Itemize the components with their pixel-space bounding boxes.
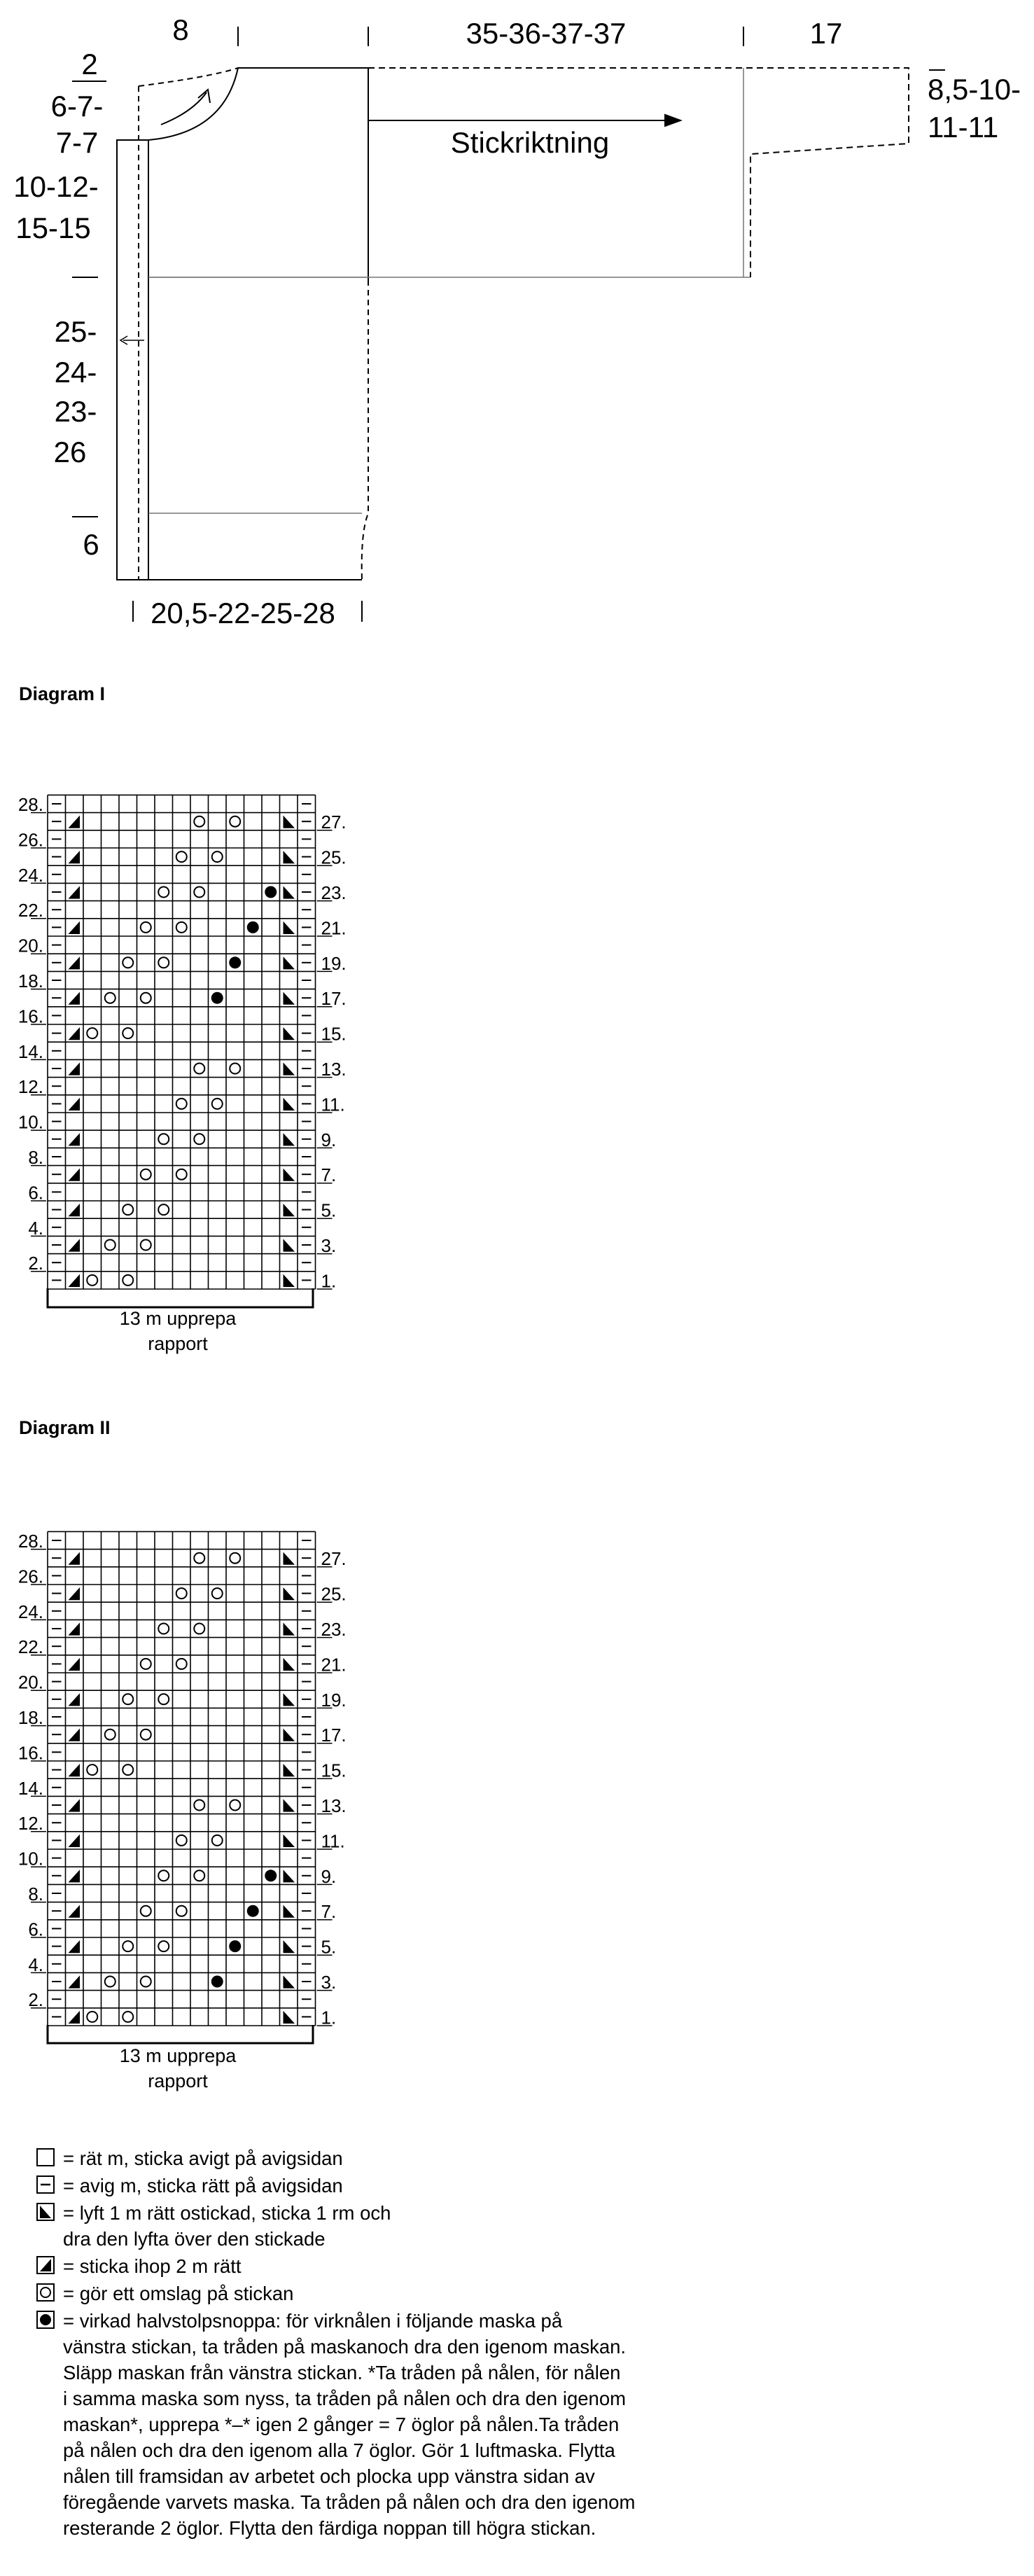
dimension-bottom: 20,5-22-25-28 [151,597,335,629]
k2tog-decrease-icon [69,1975,81,1988]
yarn-over-icon [87,1028,97,1038]
yarn-over-icon [194,1870,204,1881]
skp-decrease-icon [284,1098,295,1111]
k2tog-decrease-icon [69,2011,81,2024]
row-label-odd: 21. [321,1654,347,1676]
direction-arrowhead [665,115,680,126]
row-label-even: 28. [18,794,43,815]
row-label-even: 20. [18,1671,43,1693]
row-label-odd: 7. [321,1164,337,1186]
skp-decrease-icon [284,1729,295,1741]
yarn-over-icon [36,2283,55,2302]
repeat-caption-line2: rapport [148,2070,208,2091]
yarn-over-icon [158,1204,169,1215]
dimension-top-left: 8 [172,13,189,46]
row-label-odd: 5. [321,1936,337,1958]
yarn-over-icon [194,1134,204,1144]
yarn-over-icon [123,1204,133,1215]
row-label-even: 22. [18,1636,43,1658]
yarn-over-icon [176,1835,187,1846]
yarn-over-icon [230,1064,240,1074]
yarn-over-icon [176,1169,187,1180]
row-label-even: 18. [18,970,43,991]
direction-label: Stickriktning [450,126,610,159]
yarn-over-icon [158,1624,169,1634]
legend-row-bobble [36,2308,666,2541]
dimension-left-mid-2: 24- [54,356,97,389]
row-label-even: 8. [28,1884,43,1905]
dimension-left-bottom: 6 [83,528,99,561]
yarn-over-icon [123,1694,133,1704]
yarn-over-icon [141,1729,151,1740]
k2tog-decrease-icon [69,1905,81,1918]
row-label-even: 28. [18,1531,43,1552]
skp-decrease-icon [284,1834,295,1847]
k2tog-decrease-icon [69,851,81,863]
yarn-over-icon [212,1835,223,1846]
legend-row-k2tog [36,2253,666,2279]
skp-decrease-icon [284,956,295,969]
row-label-even: 20. [18,935,43,956]
yarn-over-icon [87,1275,97,1286]
dimension-top-mid: 35-36-37-37 [466,17,627,50]
skp-decrease-icon [284,1274,295,1287]
row-label-odd: 13. [321,1059,347,1080]
bobble-icon [247,921,259,933]
skp-decrease-icon [284,1975,295,1988]
skp-decrease-icon [36,2203,55,2221]
row-label-even: 4. [28,1217,43,1239]
row-label-even: 12. [18,1813,43,1834]
skp-decrease-icon [284,1552,295,1565]
row-label-even: 8. [28,1147,43,1168]
yarn-over-icon [87,1764,97,1775]
skp-decrease-icon [284,1693,295,1706]
dimension-left-top-1: 2 [81,48,98,81]
repeat-caption-line2: rapport [148,1333,208,1354]
neck-curve-front [148,68,238,140]
repeat-caption-line1: 13 m upprepa [119,2045,237,2066]
skp-decrease-icon [284,1587,295,1600]
legend-row-purl [36,2173,666,2199]
yarn-over-icon [194,816,204,827]
skp-decrease-icon [284,1169,295,1181]
row-label-odd: 1. [321,2007,337,2028]
row-label-odd: 27. [321,1548,347,1570]
body-outline [117,68,368,580]
yarn-over-icon [194,1624,204,1634]
yarn-over-icon [141,922,151,933]
row-label-odd: 19. [321,952,347,974]
legend-text: = sticka ihop 2 m rätt [63,2255,242,2277]
yarn-over-icon [141,993,151,1003]
yarn-over-icon [141,1906,151,1916]
repeat-caption-line1: 13 m upprepa [119,1308,237,1329]
legend-text: = avig m, sticka rätt på avigsidan [63,2175,343,2196]
row-label-even: 26. [18,1566,43,1587]
neck-curve-back [139,68,238,86]
dimension-top-right: 17 [809,17,843,50]
repeat-bracket [48,1288,313,1307]
yarn-over-icon [194,1800,204,1811]
row-label-odd: 15. [321,1760,347,1781]
yarn-over-icon [141,1977,151,1987]
yarn-over-icon [141,1169,151,1180]
side-dashed [362,280,368,580]
row-label-even: 16. [18,1742,43,1764]
skp-decrease-icon [284,1622,295,1635]
k2tog-decrease-icon [69,816,81,828]
k2tog-decrease-icon [69,1587,81,1600]
yarn-over-icon [123,957,133,968]
k2tog-decrease-icon [69,956,81,969]
dimension-left-top-2: 6-7- [50,90,104,123]
row-label-even: 18. [18,1707,43,1728]
k2tog-decrease-icon [69,1133,81,1146]
k2tog-decrease-icon [69,886,81,898]
bobble-icon [265,886,277,898]
yarn-over-icon [176,922,187,933]
yarn-over-icon [158,887,169,898]
skp-decrease-icon [284,2011,295,2024]
yarn-over-icon [176,1099,187,1109]
sleeve-dashed [368,68,909,277]
yarn-over-icon [158,1870,169,1881]
yarn-over-icon [176,1659,187,1669]
skp-decrease-icon [284,1133,295,1146]
skp-decrease-icon [284,1870,295,1882]
diagram-title: Diagram II [19,1417,111,1438]
yarn-over-icon [158,1134,169,1144]
k2tog-decrease-icon [36,2256,55,2274]
k2tog-decrease-icon [69,1870,81,1882]
legend-text: = virkad halvstolpsnoppa: för virknålen i följande maska på vänstra stickan, ta tråden på maskanoch dra den igenom maskan. Släpp maskan från vänstra stickan. *Ta tråden på nålen, för nålen i samma maska som nyss, ta tråden på nålen och dra den igenom maskan*, upprepa *–* igen 2 gånger = 7 öglor på nålen.Ta tråden på nålen och dra den igenom alla 7 öglor. Gör 1 luftmaska. Flytta nålen till framsidan av arbetet och plocka upp vänstra sidan av föregående varvets maska. Ta tråden på nålen och dra den igenom resterande 2 öglor. Flytta den färdiga noppan till högra stickan. [63,2310,636,2539]
knitting-chart-I [18,794,347,1291]
row-label-odd: 21. [321,917,347,939]
empty-square-icon [36,2148,55,2166]
skp-decrease-icon [284,1905,295,1918]
row-label-even: 4. [28,1954,43,1975]
legend-text: = gör ett omslag på stickan [63,2283,294,2304]
row-label-odd: 1. [321,1270,337,1292]
yarn-over-icon [212,1099,223,1109]
garment-schematic [13,13,1021,629]
dimension-left-top-4: 10-12- [13,170,99,203]
row-label-odd: 11. [321,1094,345,1115]
legend-text: = lyft 1 m rätt ostickad, sticka 1 rm och dra den lyfta över den stickade [63,2202,391,2250]
row-label-even: 10. [18,1848,43,1870]
symbol-legend [36,2145,666,2542]
row-label-odd: 23. [321,1619,347,1640]
k2tog-decrease-icon [69,992,81,1005]
yarn-over-icon [176,1906,187,1916]
yarn-over-icon [176,1588,187,1599]
yarn-over-icon [194,887,204,898]
dimension-left-mid-4: 26 [53,436,87,468]
row-label-even: 14. [18,1777,43,1799]
row-label-even: 24. [18,1601,43,1622]
yarn-over-icon [105,1977,116,1987]
yarn-over-icon [212,851,223,862]
row-label-even: 26. [18,829,43,851]
row-label-odd: 9. [321,1865,337,1887]
row-label-odd: 17. [321,988,347,1010]
row-label-odd: 25. [321,847,347,868]
row-label-odd: 9. [321,1129,337,1150]
row-label-odd: 3. [321,1972,337,1993]
yarn-over-icon [123,1028,133,1038]
legend-row-skp [36,2200,666,2252]
dimension-left-top-5: 15-15 [15,211,91,244]
k2tog-decrease-icon [69,921,81,934]
yarn-over-icon [230,1553,240,1564]
k2tog-decrease-icon [69,1239,81,1251]
yarn-over-icon [123,1941,133,1951]
k2tog-decrease-icon [69,1764,81,1776]
legend-row-yo [36,2281,666,2306]
yarn-over-icon [123,2012,133,2022]
yarn-over-icon [105,993,116,1003]
knitting-chart-II [18,1531,347,2028]
k2tog-decrease-icon [69,1658,81,1671]
bobble-icon [229,1940,241,1952]
yarn-over-icon [194,1064,204,1074]
row-label-odd: 23. [321,882,347,903]
row-label-odd: 11. [321,1830,345,1852]
yarn-over-icon [158,1694,169,1704]
dimension-right-line1: 8,5-10- [928,73,1021,106]
diagram-title: Diagram I [19,683,106,704]
yarn-over-icon [123,1275,133,1286]
dimension-left-mid-3: 23- [54,395,97,428]
row-label-even: 16. [18,1005,43,1027]
row-label-odd: 3. [321,1235,337,1256]
yarn-over-icon [194,1553,204,1564]
yarn-over-icon [176,851,187,862]
yarn-over-icon [158,957,169,968]
dimension-left-top-3: 7-7 [55,126,99,159]
yarn-over-icon [123,1764,133,1775]
legend-row-knit [36,2145,666,2171]
k2tog-decrease-icon [69,1027,81,1040]
row-label-odd: 17. [321,1725,347,1746]
row-label-even: 2. [28,1989,43,2011]
yarn-over-icon [212,1588,223,1599]
yarn-over-icon [141,1240,151,1251]
skp-decrease-icon [284,1940,295,1953]
yarn-over-icon [105,1240,116,1251]
row-label-odd: 5. [321,1199,337,1221]
bobble-icon [247,1905,259,1917]
k2tog-decrease-icon [69,1693,81,1706]
row-label-even: 12. [18,1076,43,1098]
k2tog-decrease-icon [69,1169,81,1181]
skp-decrease-icon [284,1204,295,1216]
row-label-even: 6. [28,1182,43,1204]
row-label-odd: 7. [321,1901,337,1923]
skp-decrease-icon [284,1764,295,1776]
bobble-icon [211,1976,223,1988]
k2tog-decrease-icon [69,1729,81,1741]
skp-decrease-icon [284,1658,295,1671]
dash-square-icon [36,2175,55,2194]
k2tog-decrease-icon [69,1552,81,1565]
k2tog-decrease-icon [69,1622,81,1635]
dimension-right-line2: 11-11 [928,111,999,144]
skp-decrease-icon [284,1027,295,1040]
skp-decrease-icon [284,1062,295,1075]
k2tog-decrease-icon [69,1062,81,1075]
skp-decrease-icon [284,851,295,863]
row-label-even: 2. [28,1253,43,1274]
k2tog-decrease-icon [69,1274,81,1287]
yarn-over-icon [141,1659,151,1669]
row-label-odd: 25. [321,1583,347,1605]
bobble-icon [229,956,241,968]
yarn-over-icon [230,1800,240,1811]
skp-decrease-icon [284,816,295,828]
k2tog-decrease-icon [69,1799,81,1811]
k2tog-decrease-icon [69,1940,81,1953]
row-label-odd: 15. [321,1023,347,1045]
row-label-odd: 27. [321,812,347,833]
skp-decrease-icon [284,886,295,898]
bobble-icon [211,992,223,1004]
legend-text: = rät m, sticka avigt på avigsidan [63,2147,343,2169]
yarn-over-icon [87,2012,97,2022]
row-label-even: 6. [28,1919,43,1940]
skp-decrease-icon [284,1239,295,1251]
bobble-icon [36,2311,55,2329]
row-label-even: 14. [18,1040,43,1062]
row-label-even: 22. [18,900,43,921]
k2tog-decrease-icon [69,1204,81,1216]
row-label-even: 24. [18,864,43,886]
skp-decrease-icon [284,992,295,1005]
yarn-over-icon [158,1941,169,1951]
row-label-odd: 19. [321,1689,347,1711]
repeat-bracket [48,2025,313,2043]
yarn-over-icon [105,1729,116,1740]
row-label-even: 10. [18,1111,43,1133]
bobble-icon [265,1870,277,1881]
row-label-odd: 13. [321,1795,347,1816]
yarn-over-icon [230,816,240,827]
skp-decrease-icon [284,921,295,934]
k2tog-decrease-icon [69,1834,81,1847]
dimension-left-mid-1: 25- [54,315,97,348]
skp-decrease-icon [284,1799,295,1811]
k2tog-decrease-icon [69,1098,81,1111]
